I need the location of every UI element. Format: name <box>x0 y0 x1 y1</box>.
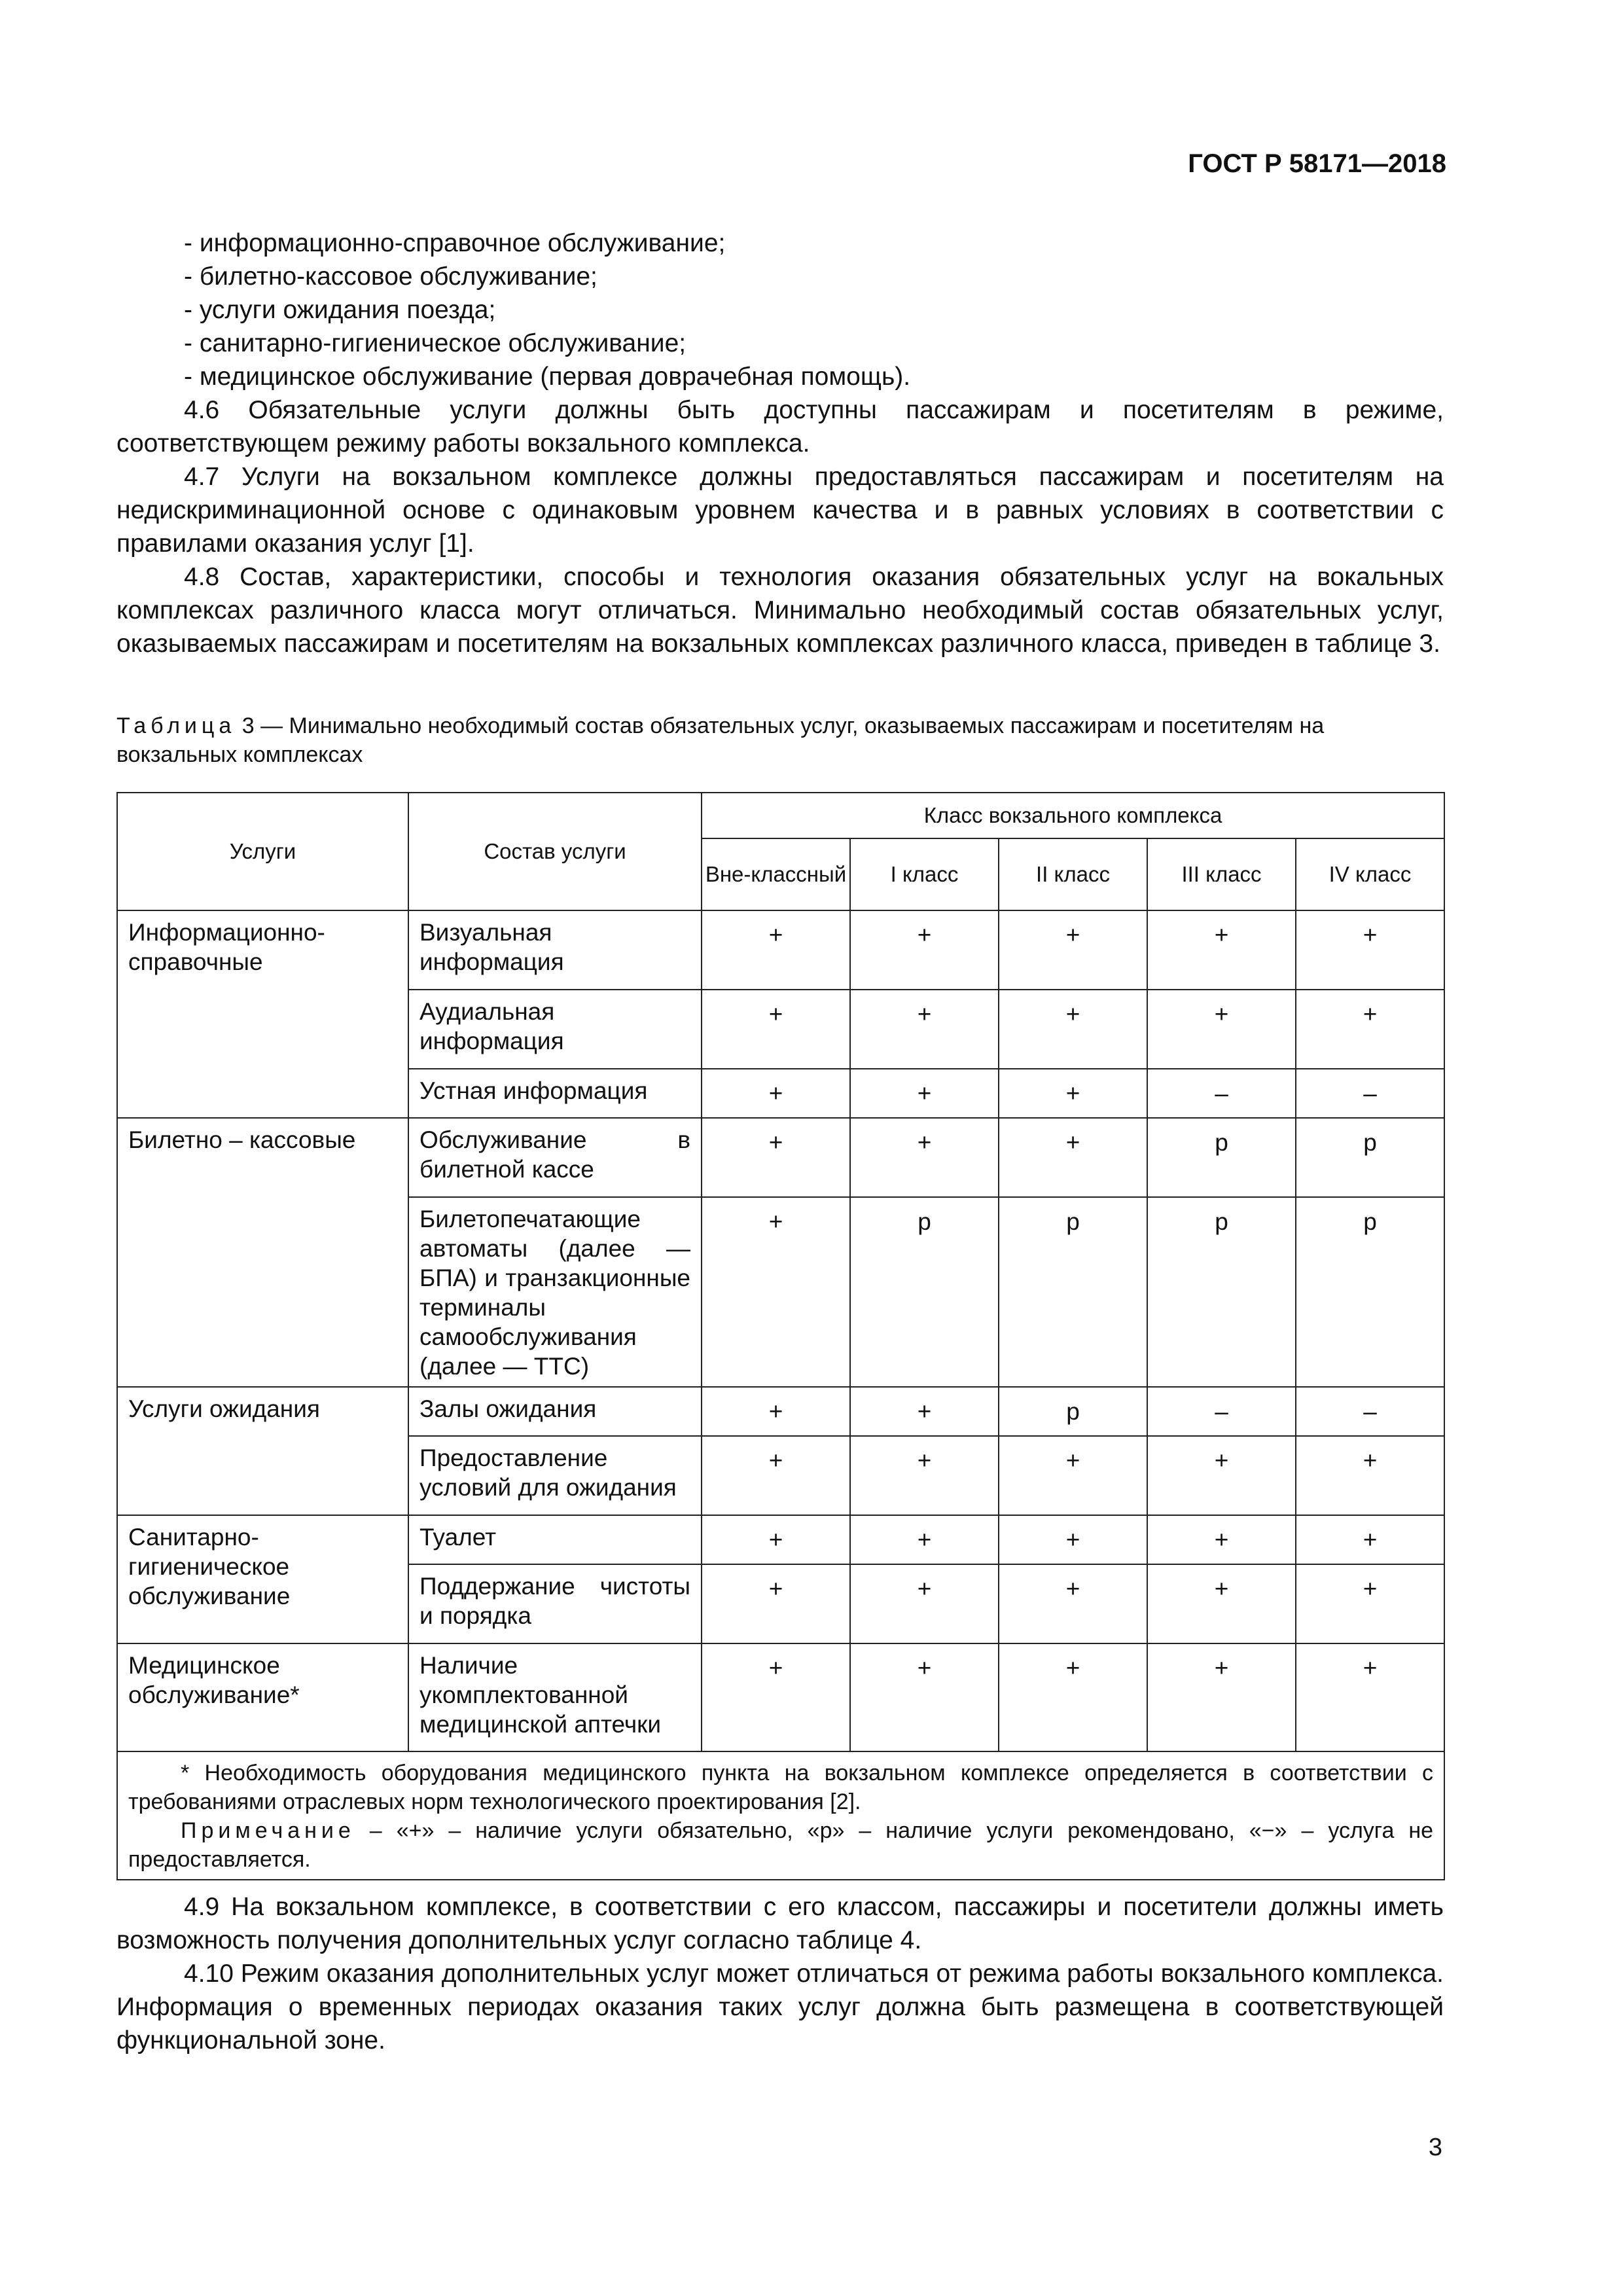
body-text-top <box>116 226 1444 660</box>
mark-cell: + <box>999 1515 1147 1564</box>
mark-cell: + <box>702 1118 850 1197</box>
composition-cell: Поддержание чистоты и порядка <box>408 1564 702 1643</box>
composition-cell: Туалет <box>408 1515 702 1564</box>
mark-cell: р <box>999 1387 1147 1436</box>
mark-cell: + <box>702 910 850 990</box>
header-composition: Состав услуги <box>408 793 702 910</box>
table-row <box>117 1515 1444 1564</box>
paragraph-4-7: 4.7 Услуги на вокзальном комплексе должны предоставляться пассажирам и посетителям на недискриминационной основе с одинаковым уровнем качества и в равных условиях в соответствии с правилами оказания услуг [1]. <box>116 463 1444 558</box>
mark-cell: + <box>850 910 999 990</box>
mark-cell: + <box>1147 990 1296 1069</box>
table-notes-row <box>117 1751 1444 1880</box>
mark-cell: р <box>1296 1118 1444 1197</box>
paragraph-4-9: 4.9 На вокзальном комплексе, в соответствии с его классом, пассажиры и посетители должны иметь возможность получения дополнительных услуг согласно таблице 4. <box>116 1893 1444 1954</box>
mark-cell: + <box>850 1387 999 1436</box>
header-class-1: I класс <box>850 838 999 910</box>
mark-cell: + <box>1296 990 1444 1069</box>
note-label: Примечание <box>181 1818 355 1843</box>
mark-cell: + <box>1296 1436 1444 1515</box>
mark-cell: р <box>1296 1197 1444 1387</box>
mark-cell: + <box>702 1643 850 1751</box>
mark-cell: – <box>1296 1387 1444 1436</box>
service-cell: Медицинское обслуживание* <box>117 1643 408 1751</box>
mark-cell: + <box>999 1436 1147 1515</box>
mark-cell: + <box>702 1197 850 1387</box>
table-caption <box>116 711 1444 769</box>
mark-cell: + <box>999 1564 1147 1643</box>
bullet-item: - билетно-кассовое обслуживание; <box>184 262 597 291</box>
mark-cell: р <box>1147 1118 1296 1197</box>
header-class-0: Вне-классный <box>702 838 850 910</box>
paragraph-4-10: 4.10 Режим оказания дополнительных услуг может отличаться от режима работы вокзального комплекса. Информация о временных периодах оказания таких услуг должна быть размещена в соответствующей функциональной зоне. <box>116 1960 1444 2054</box>
composition-cell: Обслуживание в билетной кассе <box>408 1118 702 1197</box>
page-number: 3 <box>1428 2134 1442 2161</box>
header-class-group: Класс вокзального комплекса <box>702 793 1444 838</box>
table-row <box>117 910 1444 990</box>
header-class-2: II класс <box>999 838 1147 910</box>
composition-cell: Залы ожидания <box>408 1387 702 1436</box>
service-cell: Санитарно-гигиеническое обслуживание <box>117 1515 408 1643</box>
mark-cell: р <box>1147 1197 1296 1387</box>
composition-cell: Аудиальная информация <box>408 990 702 1069</box>
mark-cell: + <box>1296 1643 1444 1751</box>
service-cell: Билетно – кассовые <box>117 1118 408 1387</box>
bullet-item: - медицинское обслуживание (первая доврачебная помощь). <box>184 363 911 391</box>
table-caption-text: 3 — Минимально необходимый состав обязательных услуг, оказываемых пассажирам и посетителям на вокзальных комплексах <box>116 713 1325 767</box>
body-text-bottom <box>116 1890 1444 2057</box>
mark-cell: + <box>702 1069 850 1118</box>
service-cell: Услуги ожидания <box>117 1387 408 1515</box>
header-class-4: IV класс <box>1296 838 1444 910</box>
mark-cell: + <box>1296 910 1444 990</box>
mark-cell: + <box>850 1118 999 1197</box>
mark-cell: + <box>999 1069 1147 1118</box>
mark-cell: – <box>1296 1069 1444 1118</box>
document-header: ГОСТ Р 58171—2018 <box>1188 149 1446 178</box>
table-notes <box>117 1751 1444 1880</box>
mark-cell: + <box>702 1564 850 1643</box>
mark-cell: + <box>1147 910 1296 990</box>
mark-cell: – <box>1147 1069 1296 1118</box>
mark-cell: р <box>999 1197 1147 1387</box>
mark-cell: + <box>999 1118 1147 1197</box>
mark-cell: + <box>999 910 1147 990</box>
bullet-item: - информационно-справочное обслуживание; <box>184 229 726 257</box>
table-row <box>117 1643 1444 1751</box>
services-table <box>116 792 1445 1880</box>
paragraph-4-6: 4.6 Обязательные услуги должны быть доступны пассажирам и посетителям в режиме, соответствующем режиму работы вокзального комплекса. <box>116 396 1444 457</box>
header-class-3: III класс <box>1147 838 1296 910</box>
mark-cell: + <box>702 990 850 1069</box>
mark-cell: + <box>999 990 1147 1069</box>
table-note <box>128 1816 1433 1874</box>
mark-cell: + <box>850 1643 999 1751</box>
mark-cell: + <box>850 1069 999 1118</box>
composition-cell: Визуальная информация <box>408 910 702 990</box>
mark-cell: + <box>1147 1643 1296 1751</box>
composition-cell: Наличие укомплектованной медицинской аптечки <box>408 1643 702 1751</box>
mark-cell: + <box>1296 1515 1444 1564</box>
composition-cell: Билетопечатающие автоматы (далее — БПА) и транзакционные терминалы самообслуживания (далее — ТТС) <box>408 1197 702 1387</box>
mark-cell: + <box>850 1436 999 1515</box>
mark-cell: + <box>702 1436 850 1515</box>
composition-cell: Устная информация <box>408 1069 702 1118</box>
mark-cell: + <box>850 1564 999 1643</box>
composition-cell: Предоставление условий для ожидания <box>408 1436 702 1515</box>
mark-cell: + <box>850 1515 999 1564</box>
mark-cell: + <box>1147 1564 1296 1643</box>
table-row <box>117 1118 1444 1197</box>
mark-cell: р <box>850 1197 999 1387</box>
mark-cell: + <box>1147 1515 1296 1564</box>
bullet-item: - санитарно-гигиеническое обслуживание; <box>184 329 687 357</box>
mark-cell: + <box>1296 1564 1444 1643</box>
bullet-item: - услуги ожидания поезда; <box>184 296 496 324</box>
table-row <box>117 1387 1444 1436</box>
table-caption-label: Таблица <box>116 713 236 738</box>
mark-cell: + <box>702 1515 850 1564</box>
mark-cell: + <box>702 1387 850 1436</box>
note-text: – «+» – наличие услуги обязательно, «р» – наличие услуги рекомендовано, «−» – услуга не предоставляется. <box>128 1818 1434 1872</box>
mark-cell: – <box>1147 1387 1296 1436</box>
header-services: Услуги <box>117 793 408 910</box>
service-cell: Информационно-справочные <box>117 910 408 1118</box>
paragraph-4-8: 4.8 Состав, характеристики, способы и технология оказания обязательных услуг на вокальных комплексах различного класса могут отличаться. Минимально необходимый состав обязательных услуг, оказываемых пассажирам и посетителям на вокзальных комплексах различного класса, приведен в таблице 3. <box>116 563 1444 658</box>
mark-cell: + <box>850 990 999 1069</box>
mark-cell: + <box>999 1643 1147 1751</box>
mark-cell: + <box>1147 1436 1296 1515</box>
table-footnote: * Необходимость оборудования медицинского пункта на вокзальном комплексе определяется в соответствии с требованиями отраслевых норм технологического проектирования [2]. <box>128 1761 1434 1814</box>
